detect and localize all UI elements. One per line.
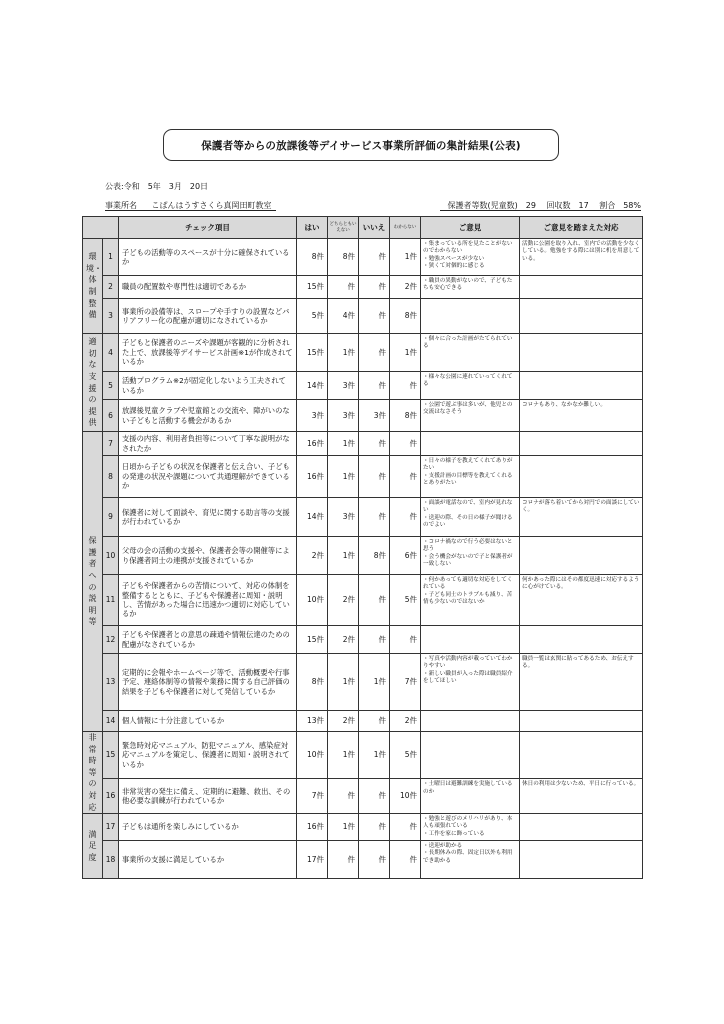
check-item-text: 支援の内容、利用者負担等について丁寧な説明がなされたか [119,432,297,456]
opinion-comment: ・写真や活動内容が載っていてわかりやすい [423,656,513,670]
office-name-block [105,200,276,211]
opinion-cell [421,711,520,732]
check-item-text: 放課後児童クラブや児童館との交流や、障がいのない子どもと活動する機会があるか [119,400,297,432]
count-unknown: 8件 [390,400,421,432]
count-unknown: 1件 [390,334,421,372]
office-name: こぱんはうすさくら真岡田町教室 [151,201,272,210]
opinion-comment: ・会う機会がないので子と保護者が一致しない [423,553,513,567]
check-item-text: 活動プログラム※2が固定化しないよう工夫されているか [119,372,297,400]
response-cell [520,814,643,841]
opinion-comment: ・個々に合った計画がたてられている [423,336,513,350]
category-label: 適切な支援の提供 [83,334,103,432]
table-row [83,299,643,334]
office-label: 事業所名 [105,201,137,210]
check-item-text: 保護者に対して面談や、育児に関する助言等の支援が行われているか [119,498,297,537]
item-number: 17 [103,814,119,841]
collected-count: 回収数 17 [546,201,589,210]
count-no: 件 [359,432,390,456]
opinion-cell [421,432,520,456]
count-no: 件 [359,626,390,654]
count-no: 8件 [359,537,390,575]
opinion-comment: ・送迎の際、その日の様子が聞けるのでよい [423,514,513,528]
count-unknown: 件 [390,626,421,654]
opinion-comment: ・職員の異動がないので、子どもたちも安心できる [423,278,513,292]
table-row [83,334,643,372]
opinion-comment: ・工作を家に飾っている [423,830,485,837]
opinion-comment: ・送迎が助かる [423,843,463,850]
header-opinion: ご意見 [421,217,520,239]
response-cell [520,841,643,879]
opinion-cell [421,456,520,498]
opinion-comment: ・日々の様子を教えてくれてありがたい [423,458,513,472]
response-ratio: 割合 58% [599,201,641,210]
table-row [83,498,643,537]
header-no: いいえ [359,217,390,239]
check-item-text: 個人情報に十分注意しているか [119,711,297,732]
header-neither: どちらともいえない [328,217,359,239]
item-number: 16 [103,779,119,814]
table-row [83,432,643,456]
item-number: 5 [103,372,119,400]
count-no: 1件 [359,654,390,711]
count-yes: 14件 [297,498,328,537]
opinion-cell [421,841,520,879]
response-cell [520,372,643,400]
office-info [105,200,641,211]
response-cell [520,299,643,334]
table-row [83,400,643,432]
count-unknown: 2件 [390,711,421,732]
header-yes: はい [297,217,328,239]
table-row [83,575,643,626]
count-yes: 13件 [297,711,328,732]
item-number: 8 [103,456,119,498]
count-yes: 15件 [297,334,328,372]
item-number: 14 [103,711,119,732]
count-yes: 7件 [297,779,328,814]
response-cell: 休日の利用は少ないため、平日に行っている。 [520,779,643,814]
response-cell [520,276,643,299]
count-yes: 16件 [297,456,328,498]
count-no: 件 [359,814,390,841]
response-cell [520,432,643,456]
item-number: 7 [103,432,119,456]
count-neither: 3件 [328,498,359,537]
count-yes: 8件 [297,654,328,711]
opinion-comment: ・長期休みの際、固定日以外も利用でき助かる [423,850,513,864]
check-item-text: 定期的に会報やホームページ等で、活動概要や行事予定、連絡体制等の情報や業務に関する自己評価の結果を子どもや保護者に対して発信しているか [119,654,297,711]
count-neither: 8件 [328,239,359,276]
response-cell [520,626,643,654]
publish-date: 公表:令和 5年 3月 20日 [105,182,209,191]
count-neither: 1件 [328,814,359,841]
count-unknown: 5件 [390,732,421,779]
count-unknown: 6件 [390,537,421,575]
count-neither: 2件 [328,711,359,732]
category-label: 保護者への説明等 [83,432,103,732]
count-yes: 15件 [297,276,328,299]
table-row [83,537,643,575]
opinion-comment: ・支援計画の目標等を教えてくれるとありがたい [423,472,513,486]
count-yes: 16件 [297,432,328,456]
check-item-text: 子どもと保護者のニーズや課題が客観的に分析された上で、放課後等デイサービス計画※1が作成されているか [119,334,297,372]
check-item-text: 子どもや保護者からの苦情について、対応の体制を整備するとともに、子どもや保護者に周知・説明し、苦情があった場合に迅速かつ適切に対応しているか [119,575,297,626]
count-yes: 15件 [297,626,328,654]
opinion-comment: ・新しい職員が入った際は職員紹介をしてほしい [423,670,513,684]
count-neither: 件 [328,276,359,299]
table-row [83,654,643,711]
count-neither: 4件 [328,299,359,334]
opinion-comment: ・勉強と遊びのメリハリがあり、本人も頑張れている [423,816,513,830]
opinion-comment: ・公園で遊ぶ事は多いが、他児との交流はなさそう [423,402,513,416]
guardian-count: 保護者等数(児童数) 29 [447,201,536,210]
count-unknown: 10件 [390,779,421,814]
response-cell [520,711,643,732]
count-neither: 1件 [328,456,359,498]
table-row [83,814,643,841]
count-yes: 8件 [297,239,328,276]
count-unknown: 件 [390,372,421,400]
table-row [83,456,643,498]
response-cell [520,537,643,575]
opinion-comment: ・土曜日は避難訓練を実施しているのか [423,781,513,795]
check-item-text: 事業所の支援に満足しているか [119,841,297,879]
opinion-cell [421,498,520,537]
table-row [83,711,643,732]
count-yes: 10件 [297,575,328,626]
response-cell: 何かあった際にはその都度迅速に対応するように心がけている。 [520,575,643,626]
opinion-comment: ・狭くて対個的に感じる [423,262,485,269]
count-no: 件 [359,239,390,276]
response-cell [520,732,643,779]
count-neither: 1件 [328,334,359,372]
item-number: 2 [103,276,119,299]
header-unknown: わからない [390,217,421,239]
check-item-text: 子どもの活動等のスペースが十分に確保されているか [119,239,297,276]
opinion-cell [421,814,520,841]
table-row [83,779,643,814]
opinion-comment: ・子ども同士のトラブルも減り、苦情も少ないのではないか [423,591,513,605]
check-item-text: 子どもや保護者との意思の疎通や情報伝達のための配慮がなされているか [119,626,297,654]
count-no: 件 [359,498,390,537]
check-item-text: 事業所の設備等は、スロープや手すりの設置などバリアフリー化の配慮が適切になされているか [119,299,297,334]
opinion-comment: ・何かあっても適切な対応をしてくれている [423,577,513,591]
item-number: 18 [103,841,119,879]
count-no: 件 [359,334,390,372]
check-item-text: 非常災害の発生に備え、定期的に避難、救出、その他必要な訓練が行われているか [119,779,297,814]
page-title: 保護者等からの放課後等デイサービス事業所評価の集計結果(公表) [163,129,559,161]
count-yes: 14件 [297,372,328,400]
opinion-comment: ・コロナ禍なので行う必要はないと思う [423,539,513,553]
category-label: 非常時等の対応 [83,732,103,814]
count-neither: 件 [328,779,359,814]
count-unknown: 件 [390,814,421,841]
response-cell [520,334,643,372]
count-unknown: 件 [390,498,421,537]
count-neither: 2件 [328,575,359,626]
opinion-comment: ・集まっている所を見たことがないのでわからない [423,241,513,255]
count-no: 件 [359,711,390,732]
count-yes: 3件 [297,400,328,432]
header-response: ご意見を踏まえた対応 [520,217,643,239]
response-cell: コロナが落ち着いてから対円での面談にしていく。 [520,498,643,537]
opinion-comment: ・面談が電話なので、室内が見れない [423,500,513,514]
count-unknown: 8件 [390,299,421,334]
count-yes: 17件 [297,841,328,879]
opinion-cell [421,400,520,432]
check-item-text: 子どもは通所を楽しみにしているか [119,814,297,841]
count-unknown: 5件 [390,575,421,626]
count-yes: 2件 [297,537,328,575]
item-number: 3 [103,299,119,334]
survey-stats [440,200,641,211]
opinion-cell [421,654,520,711]
table-row [83,626,643,654]
opinion-cell [421,732,520,779]
count-neither: 3件 [328,372,359,400]
table-row [83,276,643,299]
count-neither: 件 [328,841,359,879]
count-no: 件 [359,372,390,400]
count-no: 件 [359,841,390,879]
count-unknown: 件 [390,432,421,456]
count-unknown: 2件 [390,276,421,299]
count-unknown: 7件 [390,654,421,711]
count-neither: 1件 [328,432,359,456]
count-no: 件 [359,276,390,299]
count-neither: 2件 [328,626,359,654]
check-item-text: 緊急時対応マニュアル、防犯マニュアル、感染症対応マニュアルを策定し、保護者に周知・説明されているか [119,732,297,779]
count-no: 3件 [359,400,390,432]
item-number: 6 [103,400,119,432]
count-neither: 1件 [328,537,359,575]
count-yes: 5件 [297,299,328,334]
table-row [83,372,643,400]
count-no: 件 [359,779,390,814]
opinion-cell [421,626,520,654]
item-number: 11 [103,575,119,626]
opinion-cell [421,334,520,372]
table-row [83,239,643,276]
opinion-cell [421,239,520,276]
response-cell: 活動に公園を取り入れ、室内での活動を少なくしている。勉強をする際には別に机を用意している。 [520,239,643,276]
count-neither: 1件 [328,732,359,779]
opinion-cell [421,537,520,575]
item-number: 12 [103,626,119,654]
response-cell: コロナもあり、なかなか難しい。 [520,400,643,432]
table-row [83,732,643,779]
opinion-comment: ・勉強スペースが少ない [423,255,485,262]
count-neither: 1件 [328,654,359,711]
opinion-cell [421,575,520,626]
category-label: 環境・体制整備 [83,239,103,334]
response-cell [520,456,643,498]
check-item-text: 父母の会の活動の支援や、保護者会等の開催等により保護者同士の連携が支援されているか [119,537,297,575]
item-number: 15 [103,732,119,779]
count-unknown: 1件 [390,239,421,276]
item-number: 1 [103,239,119,276]
category-label: 満足度 [83,814,103,879]
count-no: 件 [359,456,390,498]
check-item-text: 職員の配置数や専門性は適切であるか [119,276,297,299]
count-yes: 10件 [297,732,328,779]
item-number: 10 [103,537,119,575]
opinion-cell [421,779,520,814]
opinion-cell [421,299,520,334]
check-item-text: 日頃から子どもの状況を保護者と伝え合い、子どもの発達の状況や課題について共通理解ができているか [119,456,297,498]
opinion-cell [421,276,520,299]
count-yes: 16件 [297,814,328,841]
item-number: 9 [103,498,119,537]
item-number: 4 [103,334,119,372]
response-cell: 職員一覧は玄関に貼ってあるため、お伝えする。 [520,654,643,711]
count-no: 件 [359,575,390,626]
opinion-cell [421,372,520,400]
count-neither: 3件 [328,400,359,432]
table-header-row [83,217,643,239]
count-no: 件 [359,299,390,334]
count-no: 1件 [359,732,390,779]
item-number: 13 [103,654,119,711]
header-check-item: チェック項目 [119,217,297,239]
evaluation-table [82,216,643,879]
opinion-comment: ・様々な公園に連れていってくれてる [423,374,513,388]
header-blank [83,217,119,239]
count-unknown: 件 [390,456,421,498]
table-row [83,841,643,879]
count-unknown: 件 [390,841,421,879]
